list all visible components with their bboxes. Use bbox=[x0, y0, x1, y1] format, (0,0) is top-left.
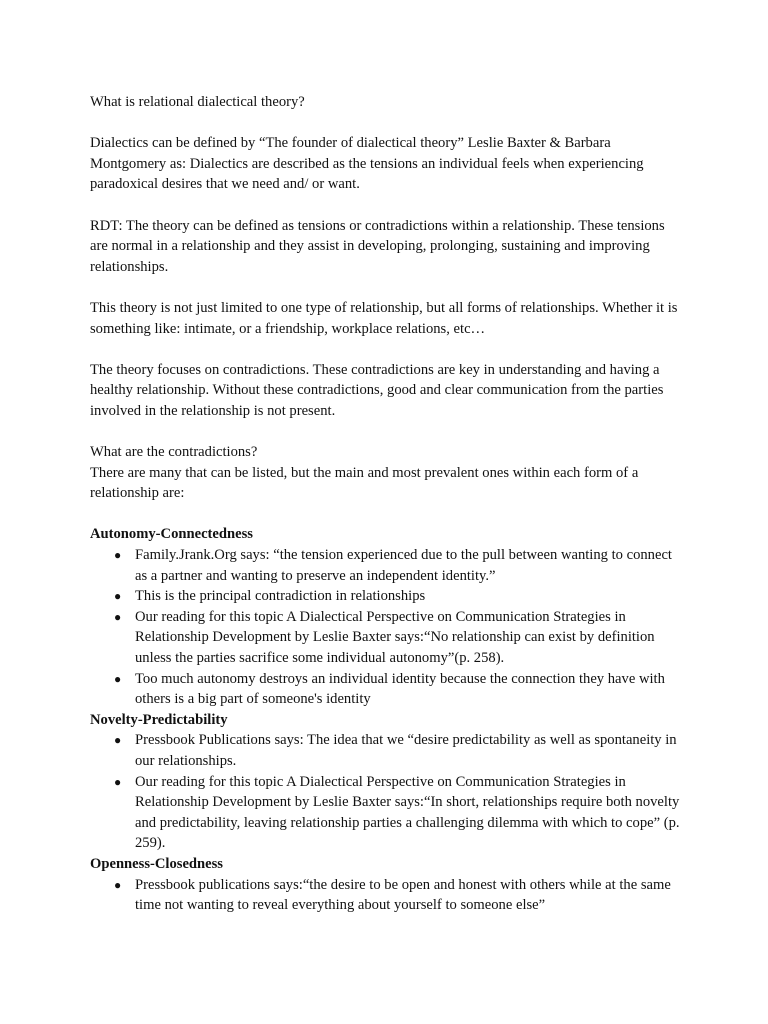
bullet-icon: ● bbox=[114, 589, 122, 604]
question-heading-1: What is relational dialectical theory? bbox=[90, 94, 305, 110]
paragraph-dialectics: Dialectics can be defined by “The founder of dialectical theory” Leslie Baxter & Barbara Montgomery as: Dialectics are described as the tensions an individual feels when experiencing paradoxical desires that we need and/ or want. bbox=[90, 135, 644, 193]
list-item-text: Pressbook publications says:“the desire to be open and honest with others while at the same time not wanting to reveal everything about yourself to someone else” bbox=[135, 876, 671, 914]
bullet-icon: ● bbox=[114, 877, 122, 892]
list-item bbox=[90, 669, 680, 710]
section-title-novelty-predictability: Novelty-Predictability bbox=[90, 711, 228, 728]
list-item bbox=[90, 875, 680, 916]
list-item-text: Pressbook Publications says: The idea that we “desire predictability as well as spontaneity in our relationships. bbox=[135, 732, 677, 769]
bullet-icon: ● bbox=[114, 671, 122, 686]
bullet-list-autonomy-connectedness bbox=[90, 545, 680, 710]
document-page bbox=[90, 92, 680, 916]
section-title-autonomy-connectedness: Autonomy-Connectedness bbox=[90, 526, 253, 543]
list-item bbox=[90, 586, 680, 607]
paragraph-rdt: RDT: The theory can be defined as tensions or contradictions within a relationship. These tensions are normal in a relationship and they assist in developing, prolonging, sustaining and improving relationships. bbox=[90, 217, 665, 275]
paragraph-scope: This theory is not just limited to one type of relationship, but all forms of relationships. Whether it is something like: intimate, or a friendship, workplace relations, etc… bbox=[90, 299, 678, 337]
section-title-openness-closedness: Openness-Closedness bbox=[90, 855, 223, 872]
list-item-text: Family.Jrank.Org says: “the tension experienced due to the pull between wanting to connect as a partner and wanting to preserve an independent identity.” bbox=[135, 547, 672, 584]
bullet-icon: ● bbox=[114, 609, 122, 624]
list-item bbox=[90, 607, 680, 669]
bullet-list-novelty-predictability bbox=[90, 730, 680, 854]
list-item bbox=[90, 772, 680, 854]
list-item-text: Our reading for this topic A Dialectical Perspective on Communication Strategies in Relationship Development by Leslie Baxter says:“In short, relationships require both novelty and predictability, leaving relationship parties a challenging dilemma with which to cope” (p. 259). bbox=[135, 773, 680, 852]
question-heading-2: What are the contradictions? bbox=[90, 444, 258, 461]
list-item-text: Too much autonomy destroys an individual identity because the connection they have with others is a big part of someone's identity bbox=[135, 670, 665, 708]
bullet-list-openness-closedness bbox=[90, 875, 680, 916]
bullet-icon: ● bbox=[114, 733, 122, 748]
paragraph-focus: The theory focuses on contradictions. These contradictions are key in understanding and having a healthy relationship. Without these contradictions, good and clear communication from the parties involved in the relationship is not present. bbox=[90, 361, 664, 419]
paragraph-intro: There are many that can be listed, but the main and most prevalent ones within each form of a relationship are: bbox=[90, 464, 639, 502]
list-item-text: This is the principal contradiction in relationships bbox=[135, 588, 426, 605]
list-item-text: Our reading for this topic A Dialectical Perspective on Communication Strategies in Relationship Development by Leslie Baxter says:“No relationship can exist by definition unless the parties sacrifice some individual autonomy”(p. 258). bbox=[135, 608, 655, 667]
bullet-icon: ● bbox=[114, 774, 122, 789]
bullet-icon: ● bbox=[114, 548, 122, 563]
list-item bbox=[90, 545, 680, 586]
list-item bbox=[90, 730, 680, 771]
